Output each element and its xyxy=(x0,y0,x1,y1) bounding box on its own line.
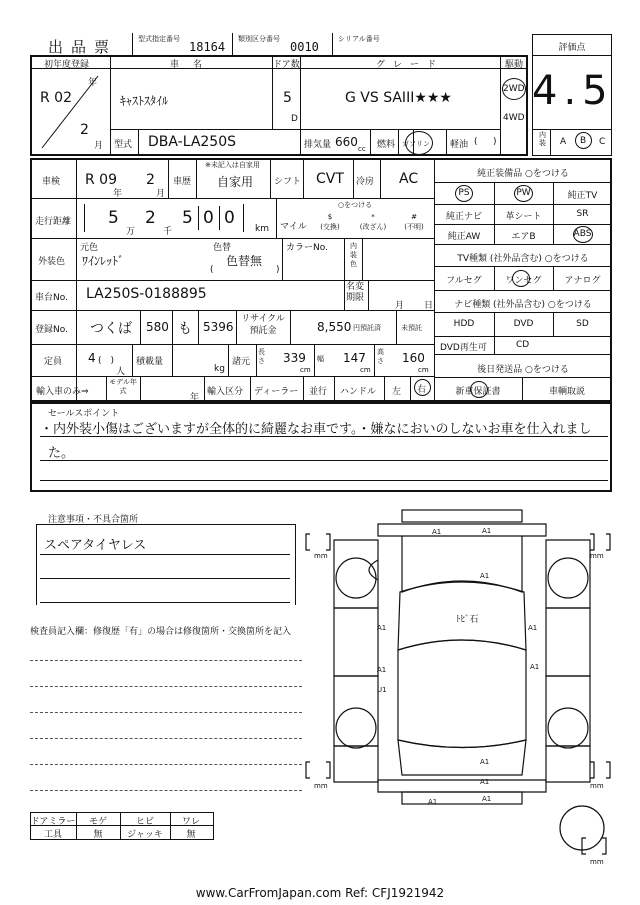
mileage-sen: 千 xyxy=(163,227,173,237)
grade-value: G VS SAIII★★★ xyxy=(345,90,452,106)
type-label: 型式 xyxy=(114,140,133,150)
dvd-play-label: DVD再生可 xyxy=(440,343,487,353)
length-value: 339 xyxy=(283,351,306,365)
fuel-diesel: 軽油 xyxy=(450,140,469,150)
load-unit: kg xyxy=(214,364,225,374)
int-color-label: 内装色 xyxy=(350,242,357,268)
mileage-opt-exchange: $ (交換) xyxy=(320,213,340,231)
diagram-mark-6: A1 xyxy=(528,624,538,632)
tools-value: 無 xyxy=(93,830,103,840)
model-year-unit: 年 xyxy=(190,393,200,403)
shaken-month-unit: 月 xyxy=(156,189,166,199)
jack-value: 無 xyxy=(186,830,196,840)
navi-header: ナビ種類 (社外品含む) ○をつける xyxy=(454,300,592,310)
mirror-hibi: ヒビ xyxy=(135,817,154,827)
width-unit: cm xyxy=(360,366,371,374)
tv-oneseg: ワンセグ xyxy=(505,276,542,286)
equip-abs: ABS xyxy=(573,229,592,239)
name-expiry-label: 名変期限 xyxy=(346,282,365,303)
shaken-label: 車検 xyxy=(42,177,61,187)
doors-label: ドア数 xyxy=(273,60,300,70)
color-no-label: カラーNo. xyxy=(286,243,328,253)
equip-sr: SR xyxy=(576,209,589,219)
diagram-mark-3: A1 xyxy=(480,572,490,580)
mileage-digit-5: 0 xyxy=(224,208,235,228)
mileage-man: 万 xyxy=(126,227,136,237)
car-diagram xyxy=(300,500,620,870)
interior-b: B xyxy=(580,136,587,146)
width-label: 幅 xyxy=(317,355,324,363)
car-name-label: 車名 xyxy=(170,60,217,70)
first-reg-month: 2 xyxy=(80,122,89,138)
mm-rear-right: mm xyxy=(590,782,604,790)
mileage-opt-tamper: * (改ざん) xyxy=(359,213,387,231)
diagram-mark-8: A1 xyxy=(530,663,540,671)
mileage-digit-1: 5 xyxy=(108,208,119,228)
height-label: 高さ xyxy=(377,348,384,365)
color-label: 外装色 xyxy=(38,257,66,267)
capacity-unit: 人 xyxy=(116,367,126,377)
drive-4wd: 4WD xyxy=(503,113,525,123)
import-type-label: 輸入区分 xyxy=(207,387,244,397)
repaint-close: ) xyxy=(276,265,280,275)
history-note: ※未記入は自家用 xyxy=(205,161,260,169)
shaken-year-unit: 年 xyxy=(113,189,123,199)
navi-hdd: HDD xyxy=(453,319,475,329)
diagram-mark-11: A1 xyxy=(480,778,490,786)
mileage-digit-3: 5 xyxy=(182,208,193,228)
dims-label: 諸元 xyxy=(232,357,251,367)
diagram-mark-1: A1 xyxy=(432,528,442,536)
shaken-month: 2 xyxy=(146,172,155,188)
recycle-value: 8,550 xyxy=(317,320,352,334)
reg-kana: も xyxy=(178,321,192,337)
import-parallel: 並行 xyxy=(309,387,328,397)
score-label: 評価点 xyxy=(558,43,586,53)
inspector-label: 検査員記入欄：修復歴「有」の場合は修復箇所・交換箇所を記入 xyxy=(30,627,292,637)
fuel-gas: ガソリン xyxy=(402,140,430,148)
mileage-label: 走行距離 xyxy=(35,217,72,227)
docs-manual: 車輌取説 xyxy=(548,387,585,397)
model-cert-label: 型式指定番号 xyxy=(138,35,180,43)
height-unit: cm xyxy=(418,366,429,374)
capacity-label: 定員 xyxy=(44,357,63,367)
diagram-mark-9: U1 xyxy=(377,686,387,694)
fuel-open: ( xyxy=(474,137,478,147)
grade-label: グレード xyxy=(376,60,445,70)
class-label: 類別区分番号 xyxy=(238,35,280,43)
mileage-opt-mile: マイル xyxy=(280,222,307,232)
first-reg-label: 初年度登録 xyxy=(44,60,90,70)
footer-ref: www.CarFromJapan.com Ref: CFJ1921942 xyxy=(195,886,445,900)
mirror-moge: モゲ xyxy=(88,817,107,827)
sales-point-label: セールスポイント xyxy=(48,409,120,419)
diagram-mark-13: A1 xyxy=(482,795,492,803)
sales-point-line1: ・内外装小傷はございますが全体的に綺麗なお車です。・嫌なにおいのしないお車を仕入れまし xyxy=(40,422,592,437)
score-value: 4.5 xyxy=(532,68,614,114)
equip-tv: 純正TV xyxy=(567,191,598,201)
first-reg-year-unit: 年 xyxy=(88,78,98,88)
height-value: 160 xyxy=(402,351,425,365)
sheet-title: 出品票 xyxy=(48,38,118,56)
tv-fullseg: フルセグ xyxy=(446,276,482,286)
equip-ps: PS xyxy=(458,188,470,198)
mileage-note-header: ○をつける xyxy=(338,201,373,209)
handle-label: ハンドル xyxy=(340,387,377,397)
diagram-mark-5: A1 xyxy=(377,624,387,632)
first-reg-month-unit: 月 xyxy=(94,141,104,151)
equip-navi: 純正ナビ xyxy=(445,212,482,222)
drive-label: 駆動 xyxy=(505,60,524,70)
mileage-digit-2: 2 xyxy=(145,208,156,228)
handle-left: 左 xyxy=(392,387,402,397)
history-label: 車歴 xyxy=(173,177,192,187)
capacity-paren: ( ) xyxy=(98,356,115,366)
length-unit: cm xyxy=(300,366,311,374)
recycle-label: リサイクル預託金 xyxy=(241,314,285,336)
ac-label: 冷房 xyxy=(356,177,375,187)
drive-2wd: 2WD xyxy=(503,84,525,94)
displacement-unit: cc xyxy=(358,145,366,153)
mm-front-left: mm xyxy=(314,552,328,560)
interior-c: C xyxy=(599,137,606,147)
repaint-open: ( xyxy=(210,265,214,275)
reg-area: つくば xyxy=(90,321,132,337)
notes-line1: スペアタイヤレス xyxy=(44,538,147,553)
recycle-unpaid: 未預託 xyxy=(401,324,422,332)
reg-label: 登録No. xyxy=(35,325,68,335)
doors-value: 5 xyxy=(283,90,292,106)
mm-front-right: mm xyxy=(590,552,604,560)
jack-label: ジャッキ xyxy=(127,830,163,840)
doors-sub: D xyxy=(291,114,298,124)
repaint-label: 色替 xyxy=(213,243,232,253)
fuel-close: ) xyxy=(493,137,497,147)
docs-header: 後日発送品 ○をつける xyxy=(477,365,569,375)
diagram-mark-4: ﾄﾋﾞ石 xyxy=(456,615,479,625)
shift-value: CVT xyxy=(316,171,344,187)
interior-label: 内装 xyxy=(539,131,546,147)
equip-aw: 純正AW xyxy=(447,232,481,242)
equip-header: 純正装備品 ○をつける xyxy=(477,169,569,179)
name-expiry-day: 日 xyxy=(424,301,434,311)
equip-leather: 革シート xyxy=(505,212,542,222)
orig-color-value: ﾜｲﾝﾚｯﾄﾞ xyxy=(82,254,125,268)
sales-point-line2: た。 xyxy=(48,446,75,461)
class-no: 0010 xyxy=(290,40,319,54)
first-reg-year: R 02 xyxy=(40,90,72,106)
name-expiry-month: 月 xyxy=(395,301,405,311)
orig-color-label: 元色 xyxy=(80,243,99,253)
width-value: 147 xyxy=(343,351,366,365)
mileage-opt-unknown: # (不明) xyxy=(404,213,424,231)
mileage-digit-4: 0 xyxy=(203,208,214,228)
model-cert-no: 18164 xyxy=(189,40,226,54)
reg-class: 580 xyxy=(146,320,169,334)
equip-pw: PW xyxy=(516,188,531,198)
mm-spare: mm xyxy=(590,858,604,866)
tv-header: TV種類 (社外品含む) ○をつける xyxy=(457,254,589,264)
mileage-km: km xyxy=(255,224,269,234)
tv-analog: アナログ xyxy=(564,276,601,286)
docs-warranty: 新車保証書 xyxy=(455,387,501,397)
recycle-unit: 円預託済 xyxy=(353,324,381,332)
length-label: 長さ xyxy=(258,348,265,365)
displacement-value: 660 xyxy=(335,135,358,149)
import-label: 輸入車のみ⇒ xyxy=(36,387,89,397)
type-value: DBA-LA250S xyxy=(148,134,237,150)
import-dealer: ディーラー xyxy=(254,387,299,397)
mirror-label: ドアミラー xyxy=(30,817,76,827)
shaken-year: R 09 xyxy=(85,172,117,188)
load-label: 積載量 xyxy=(136,357,164,367)
dvd-cd: CD xyxy=(516,340,530,350)
serial-label: シリアル番号 xyxy=(338,35,380,43)
repaint-value: 色替無 xyxy=(226,254,263,268)
tools-label: 工具 xyxy=(43,830,62,840)
ac-value: AC xyxy=(399,171,419,187)
chassis-value: LA250S-0188895 xyxy=(86,286,207,302)
car-name-value: ｷｬｽﾄｽﾀｲﾙ xyxy=(120,94,169,108)
notes-label: 注意事項・不具合箇所 xyxy=(48,515,139,525)
capacity-value: 4 xyxy=(88,351,96,365)
navi-sd: SD xyxy=(576,319,589,329)
reg-no: 5396 xyxy=(203,320,234,334)
diagram-mark-2: A1 xyxy=(482,527,492,535)
diagram-mark-7: A1 xyxy=(377,666,387,674)
model-year-label: モデル年式 xyxy=(109,378,137,395)
displacement-label: 排気量 xyxy=(304,140,332,150)
mirror-ware: ワレ xyxy=(181,817,200,827)
chassis-label: 車台No. xyxy=(35,293,68,303)
diagram-mark-10: A1 xyxy=(480,758,490,766)
shift-label: シフト xyxy=(274,177,302,187)
history-value: 自家用 xyxy=(217,175,254,189)
handle-right: 右 xyxy=(417,385,427,395)
diagram-mark-12: A1 xyxy=(428,798,438,806)
mm-rear-left: mm xyxy=(314,782,328,790)
navi-dvd: DVD xyxy=(513,319,534,329)
equip-airbag: エアB xyxy=(511,232,536,242)
interior-a: A xyxy=(560,137,567,147)
fuel-label: 燃料 xyxy=(377,140,396,150)
